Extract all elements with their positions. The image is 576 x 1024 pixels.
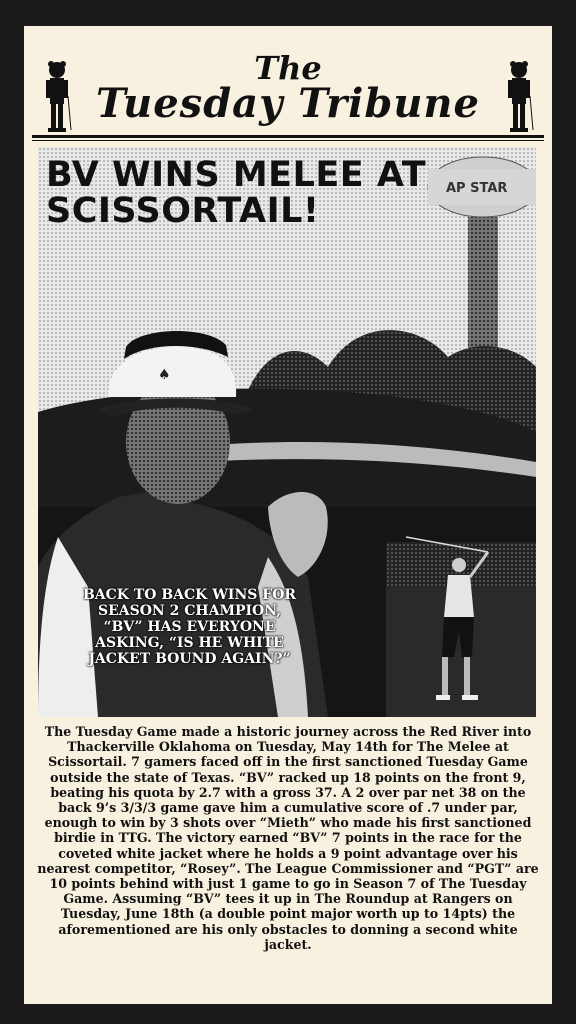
newspaper-page: [24, 26, 552, 1004]
headline: BV WINS MELEE AT SCISSORTAIL!: [46, 155, 427, 231]
masthead-rule: [32, 135, 544, 138]
masthead-rule-thin: [32, 140, 544, 141]
inset-golfer-photo: [386, 537, 536, 717]
water-tower-text: AP STAR: [446, 181, 508, 196]
lead-photo: [38, 147, 536, 717]
article-body: The Tuesday Game made a historic journey across the Red River into Thackerville Oklahoma on Tuesday, May 14th for The Melee at Scissortail. 7 gamers faced off in the first sanctioned Tuesday Game outside the state of Texas. “BV” racked up 18 points on the front 9, beating his quota by 2.7 with a gross 37. A 2 over par net 38 on the back 9’s 3/3/3 game gave him a cumulative score of .7 under par, enough to win by 3 shots over “Mieth” who made his first sanctioned birdie in TTG. The victory earned “BV” 7 points in the race for the coveted white jacket where he holds a 9 point advantage over his nearest competitor, “Rosey”. The League Commissioner and “PGT” are 10 points behind with just 1 game to go in Season 7 of The Tuesday Game. Assuming “BV” tees it up in The Roundup at Rangers on Tuesday, June 18th (a double point major worth up to 14pts) the aforementioned are his only obstacles to donning a second white jacket.: [37, 724, 539, 952]
masthead-title: Tuesday Tribune: [96, 80, 480, 127]
photo-caption: BACK TO BACK WINS FOR SEASON 2 CHAMPION, “BV” HAS EVERYONE ASKING, “IS HE WHITE JACKET BOUND AGAIN?”: [82, 587, 297, 667]
masthead-the: The: [254, 49, 322, 87]
masthead: [24, 26, 552, 141]
svg-text:♠: ♠: [158, 367, 171, 383]
